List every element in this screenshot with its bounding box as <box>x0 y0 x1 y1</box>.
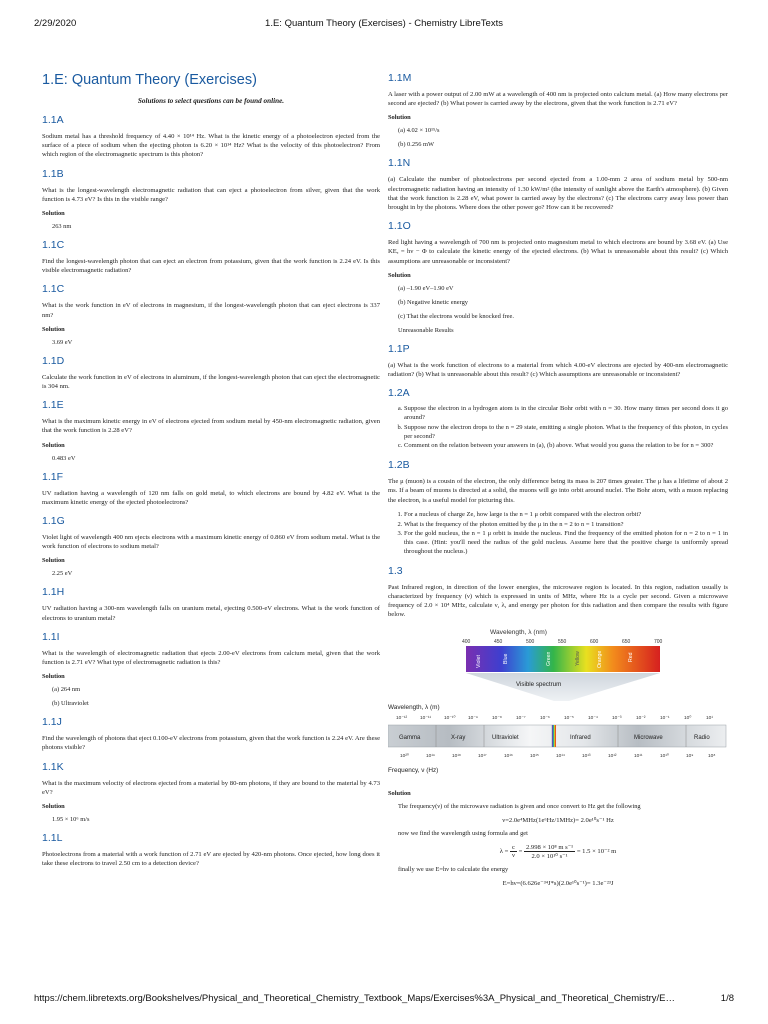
section-heading: 1.1C <box>42 239 65 252</box>
exercise-1-1d <box>42 355 380 391</box>
fraction-denominator: ν <box>511 851 515 859</box>
m-tick-label: 10⁻⁴ <box>588 715 598 721</box>
nm-tick-label: 600 <box>590 638 599 645</box>
question-text: Violet light of wavelength 400 nm ejects electrons with a maximum kinetic energy of 0.860 eV from sodium metal. What is the work function of electrons to sodium metal? <box>42 534 380 551</box>
list-item: c. Comment on the relation between your answers in (a), (b) above. What would you guess the relation to be for n = 300? <box>404 442 728 451</box>
question-text: The μ (muon) is a cousin of the electron, the only difference being its mass is 207 times greater. The μ has a lifetime of about 2 ms. If a beam of muons is directed at a solid, the muons will go into orbit around nuclei. The Bohr atom, with a muon replacing the electron, is a useful model for picturing this. <box>388 478 728 504</box>
print-header <box>34 18 734 32</box>
region-label-infrared: Infrared <box>570 734 591 741</box>
exercise-1-3 <box>388 565 728 887</box>
question-text: What is the work function in eV of electrons in magnesium, if the longest-wavelength photon that can eject electrons is 337 nm? <box>42 302 380 319</box>
hz-tick-label: 10¹³ <box>582 753 591 759</box>
fraction-values <box>524 843 575 860</box>
answer: 1.95 × 10⁶ m/s <box>52 816 90 824</box>
question-list <box>388 511 728 557</box>
list-item: 3. For the gold nucleus, the n = 1 μ orbit is inside the nucleus. Find the frequency of the emitted photon for n = 2 to n = 1 in this case. (Hint: you'll need the radius of the gold nucleus. Assume here that the positive charge is uniformly spread throughout the nucleus.) <box>404 530 728 556</box>
answer: 0.483 eV <box>52 454 76 462</box>
page-number: 1/8 <box>720 993 734 1004</box>
solution-text: now we find the wavelength using formula and get <box>398 829 528 837</box>
wavelength-equation: λ = $\frac{c}{\nu}$ = $\frac{\text{2.998 × 10⁸ m s⁻¹}}{\text{2.0 × 10¹⁰ s⁻¹}}$ = 1.5 × 10⁻² m <box>499 843 617 860</box>
answer: 3.69 eV <box>52 338 73 346</box>
list-item: 2. What is the frequency of the photon emitted by the μ in the n = 2 to n = 1 transition? <box>404 521 728 530</box>
section-heading: 1.2A <box>388 387 410 400</box>
wavelength-m-title: Wavelength, λ (m) <box>388 703 440 711</box>
question-text: Past Infrared region, in direction of the lower energies, the microwave region is located. In this region, radiation usually is characterized by frequency (ν) which is expressed in units of MHz, where Hz is a cycle per second. Given a microwave frequency of 2.0 × 10⁴ MHz, calculate ν, λ, and energy per photon for this radiation and then compare the results with figure below. <box>388 583 728 619</box>
right-column <box>388 72 728 895</box>
question-text: Photoelectrons from a material with a work function of 2.71 eV are ejected by 420-nm photons. Once ejected, how long does it take these electrons to travel 2.50 cm to a detection device? <box>42 851 380 868</box>
section-heading: 1.1J <box>42 716 62 729</box>
solution-label: Solution <box>42 803 65 811</box>
answer: (a) 4.02 × 10¹⁵/s <box>398 127 440 135</box>
solution-label: Solution <box>42 441 65 449</box>
question-text: (a) Calculate the number of photoelectrons per second ejected from a 1.00-mm 2 area of sodium metal by 500-nm electromagnetic radiation having an intensity of 1.30 kW/m² (the intensity of sunlight above the Earth's atmosphere). (b) Given that the work function is 2.28 eV, what power is carried away by the electrons? (c) The electrons carry away less power than brought in by the photons. Where does the other power go? How can it be recovered? <box>388 176 728 212</box>
hz-tick-label: 10¹¹ <box>634 753 643 759</box>
exercise-1-1f <box>42 471 380 507</box>
solution-label: Solution <box>42 673 65 681</box>
fraction-c-over-nu <box>510 844 517 859</box>
visible-spectrum-label: Visible spectrum <box>516 680 562 688</box>
m-tick-label: 10⁻³ <box>612 715 622 721</box>
nm-tick-label: 500 <box>526 638 535 645</box>
nm-tick-label: 700 <box>654 638 663 645</box>
solution-label: Solution <box>42 325 65 333</box>
hz-tick-label: 10¹⁴ <box>556 753 565 759</box>
question-text: Calculate the work function in eV of electrons in aluminum, if the longest-wavelength photon that can eject the electromagnetic is 304 nm. <box>42 373 380 391</box>
solution-text: finally we use E=hν to calculate the energy <box>398 865 509 873</box>
fraction-numerator: c <box>510 844 517 852</box>
page-title: 1.E: Quantum Theory (Exercises) <box>42 72 257 88</box>
m-tick-label: 10⁻¹ <box>660 715 670 721</box>
section-heading: 1.1F <box>42 470 64 483</box>
page-subtitle: Solutions to select questions can be found online. <box>137 97 285 105</box>
answer: 263 nm <box>52 223 72 231</box>
m-tick-label: 10⁻¹² <box>396 715 408 721</box>
exercise-1-1e <box>42 399 380 462</box>
region-label-ultraviolet: Ultraviolet <box>492 734 519 741</box>
hz-tick-label: 10¹⁸ <box>452 753 461 759</box>
solution-label: Solution <box>42 557 65 565</box>
exercise-1-1c <box>42 239 380 275</box>
exercise-1-1h <box>42 586 380 622</box>
section-heading: 1.1P <box>388 342 410 355</box>
nm-tick-label: 650 <box>622 638 631 645</box>
region-label-gamma: Gamma <box>399 734 421 741</box>
em-spectrum-band <box>388 725 726 747</box>
exercise-1-2a <box>388 387 728 451</box>
exercise-1-1i <box>42 631 380 708</box>
color-label-violet: Violet <box>476 654 482 668</box>
exercise-1-1m <box>388 72 728 149</box>
color-label-yellow: Yellow <box>575 650 581 666</box>
m-tick-label: 10⁻⁹ <box>468 715 478 721</box>
section-heading: 1.1G <box>42 515 65 528</box>
question-text: A laser with a power output of 2.00 mW at a wavelength of 400 nm is projected onto calcium metal. (a) How many electrons per second are ejected? (b) What power is carried away by the electrons, given that the work function is 2.71 eV? <box>388 91 728 108</box>
region-label-microwave: Microwave <box>634 734 663 741</box>
nm-tick-label: 450 <box>494 638 503 645</box>
nm-tick-label: 550 <box>558 638 567 645</box>
m-tick-label: 10⁻⁵ <box>564 715 574 721</box>
section-heading: 1.1E <box>42 399 64 412</box>
list-item: 1. For a nucleus of charge Ze, how large is the n = 1 μ orbit compared with the electron orbit? <box>404 511 728 520</box>
section-heading: 1.3 <box>388 564 403 577</box>
equation-result: = 1.5 × 10⁻² m <box>576 847 617 855</box>
question-text: UV radiation having a wavelength of 120 nm falls on gold metal, to which electrons are bound by 4.82 eV. What is the maximum kinetic energy of the ejected photoelectrons? <box>42 489 380 506</box>
exercise-1-1o <box>388 220 728 335</box>
question-text: Find the longest-wavelength photon that can eject an electron from potassium, given that the work function is 2.24 eV. Is this visible electromagnetic radiation? <box>42 258 380 275</box>
question-text: UV radiation having a 300-nm wavelength falls on uranium metal, ejecting 0.500-eV electrons. What is the work function of electrons to uranium metal? <box>42 605 380 622</box>
print-date: 2/29/2020 <box>34 18 77 29</box>
section-heading: 1.2B <box>388 459 410 472</box>
hz-tick-label: 10¹⁰ <box>660 753 669 759</box>
frequency-conversion: ν=2.0e⁴MHz(1e⁶Hz/1MHz)= 2.0e¹⁰s⁻¹ Hz <box>502 816 614 824</box>
left-column <box>42 72 380 876</box>
exercise-1-1k <box>42 761 380 824</box>
section-heading: 1.1D <box>42 354 65 367</box>
nm-tick-label: 400 <box>462 638 471 645</box>
solution-label: Solution <box>388 114 411 122</box>
region-label-xray: X-ray <box>451 734 466 741</box>
exercise-1-1a <box>42 114 380 160</box>
frequency-title: Frequency, ν (Hz) <box>388 766 439 774</box>
question-text: Red light having a wavelength of 700 nm is projected onto magnesium metal to which electrons are bound by 3.68 eV. (a) Use KEₑ = hν − Φ to calculate the kinetic energy of the ejected electrons. (b) What is unreasonable about this result? (c) Which assumptions are unreasonable or inconsistent? <box>388 239 728 265</box>
exercise-1-1b <box>42 168 380 231</box>
section-heading: 1.1A <box>42 114 64 126</box>
answer: (c) That the electrons would be knocked free. <box>398 312 514 320</box>
answer: (a) –1.90 eV–1.90 eV <box>398 284 454 292</box>
answer: (a) 264 nm <box>52 686 81 694</box>
list-item: a. Suppose the electron in a hydrogen atom is in the circular Bohr orbit with n = 30. How many times per second does it go around? <box>404 405 728 423</box>
question-text: (a) What is the work function of electrons to a material from which 4.00-eV electrons are ejected by 400-nm electromagnetic radiation? (b) What is unreasonable about this result? (c) Which assumptions are unreasonable or inconsistent? <box>388 361 728 379</box>
section-heading: 1.1O <box>388 220 411 233</box>
answer: (b) Negative kinetic energy <box>398 298 468 306</box>
m-tick-label: 10⁻¹⁰ <box>444 715 456 721</box>
hz-tick-label: 10²⁰ <box>400 753 409 759</box>
answer: Unreasonable Results <box>398 326 454 334</box>
visible-marker <box>552 725 556 747</box>
color-label-green: Green <box>546 651 552 666</box>
exercise-1-2b <box>388 459 728 557</box>
m-tick-label: 10⁰ <box>684 715 692 721</box>
exercise-1-1g <box>42 515 380 578</box>
m-tick-label: 10¹ <box>706 715 713 721</box>
hz-tick-label: 10⁹ <box>686 753 694 759</box>
question-text: What is the maximum velocity of electrons ejected from a material by 80-nm photons, if they are bound to the material by 4.73 eV? <box>42 779 380 796</box>
exercise-1-1j <box>42 716 380 752</box>
section-heading: 1.1L <box>42 832 63 845</box>
solution-label: Solution <box>388 271 411 279</box>
section-heading: 1.1K <box>42 760 64 773</box>
fraction-numerator: 2.998 × 10⁸ m s⁻¹ <box>525 843 574 851</box>
hz-tick-label: 10¹⁶ <box>504 753 513 759</box>
section-heading: 1.1H <box>42 586 65 599</box>
solution-label: Solution <box>42 210 65 218</box>
section-heading: 1.1N <box>388 157 411 170</box>
list-item: b. Suppose now the electron drops to the n = 29 state, emitting a single photon. What is the frequency of this photon, in cycles per second? <box>404 424 728 442</box>
hz-tick-label: 10¹⁷ <box>478 753 487 759</box>
color-label-orange: Orange <box>597 650 603 668</box>
hz-tick-label: 10¹² <box>608 753 617 759</box>
fraction-denominator: 2.0 × 10¹⁰ s⁻¹ <box>531 852 568 860</box>
visible-spectrum-cone <box>466 673 660 701</box>
exercise-1-1c-second <box>42 283 380 346</box>
solution-label: Solution <box>388 789 411 797</box>
answer: 2.25 eV <box>52 570 73 578</box>
energy-equation: E=hν=(6.626e⁻³⁴J*s)(2.0e¹⁰s⁻¹)= 1.3e⁻²³J <box>502 879 614 887</box>
m-tick-label: 10⁻¹¹ <box>420 715 432 721</box>
section-heading: 1.1C <box>42 283 65 296</box>
hz-tick-label: 10¹⁹ <box>426 753 435 759</box>
question-text: What is the longest-wavelength electromagnetic radiation that can eject a photoelectron from silver, given that the work function is 4.73 eV? Is this in the visible range? <box>42 186 380 203</box>
question-text: What is the maximum kinetic energy in eV of electrons ejected from sodium metal by 450-nm electromagnetic radiation, given that the work function is 2.28 eV? <box>42 418 380 435</box>
question-list <box>388 405 728 451</box>
wavelength-nm-title: Wavelength, λ (nm) <box>490 628 547 636</box>
solution-text: The frequency(ν) of the microwave radiation is given and once convert to Hz get the following <box>398 802 641 810</box>
print-footer <box>34 993 734 1007</box>
question-text: Find the wavelength of photons that eject 0.100-eV electrons from potassium, given that the work function is 2.24 eV. Are these photons visible? <box>42 735 380 752</box>
em-spectrum-figure <box>388 626 728 784</box>
exercise-1-1l <box>42 832 380 868</box>
color-label-blue: Blue <box>503 653 509 664</box>
exercise-1-1p <box>388 343 728 379</box>
section-heading: 1.1B <box>42 167 64 180</box>
region-label-radio: Radio <box>694 734 710 741</box>
hz-tick-label: 10⁸ <box>708 753 716 759</box>
hz-tick-label: 10¹⁵ <box>530 753 539 759</box>
answer: (b) 0.256 mW <box>398 141 435 149</box>
section-heading: 1.1M <box>388 72 412 84</box>
exercise-1-1n <box>388 157 728 212</box>
answer: (b) Ultraviolet <box>52 700 89 708</box>
question-text: Sodium metal has a threshold frequency of 4.40 × 10¹⁴ Hz. What is the kinetic energy of a photoelectron ejected from the surface of a piece of sodium when the ejecting photon is 6.20 × 10¹⁴ Hz? What is the velocity of this photoelectron? From which region of the electromagnetic spectrum is this photon? <box>42 133 380 159</box>
m-tick-label: 10⁻⁷ <box>516 715 526 721</box>
color-label-red: Red <box>628 652 634 662</box>
equation-lhs: λ = <box>499 847 510 855</box>
m-tick-label: 10⁻⁶ <box>540 715 550 721</box>
page-url[interactable]: https://chem.libretexts.org/Bookshelves/Physical_and_Theoretical_Chemistry_Textbook_Maps/Exercises%3A_Physical_and_Theoretical_Chemistry/E… <box>34 993 676 1004</box>
print-page-title: 1.E: Quantum Theory (Exercises) - Chemistry LibreTexts <box>265 18 503 29</box>
m-tick-label: 10⁻⁸ <box>492 715 502 721</box>
m-tick-label: 10⁻² <box>636 715 646 721</box>
question-text: What is the wavelength of electromagnetic radiation that ejects 2.00-eV electrons from calcium metal, given that the work function is 2.71 eV? What type of electromagnetic radiation is this? <box>42 649 380 667</box>
section-heading: 1.1I <box>42 630 60 643</box>
